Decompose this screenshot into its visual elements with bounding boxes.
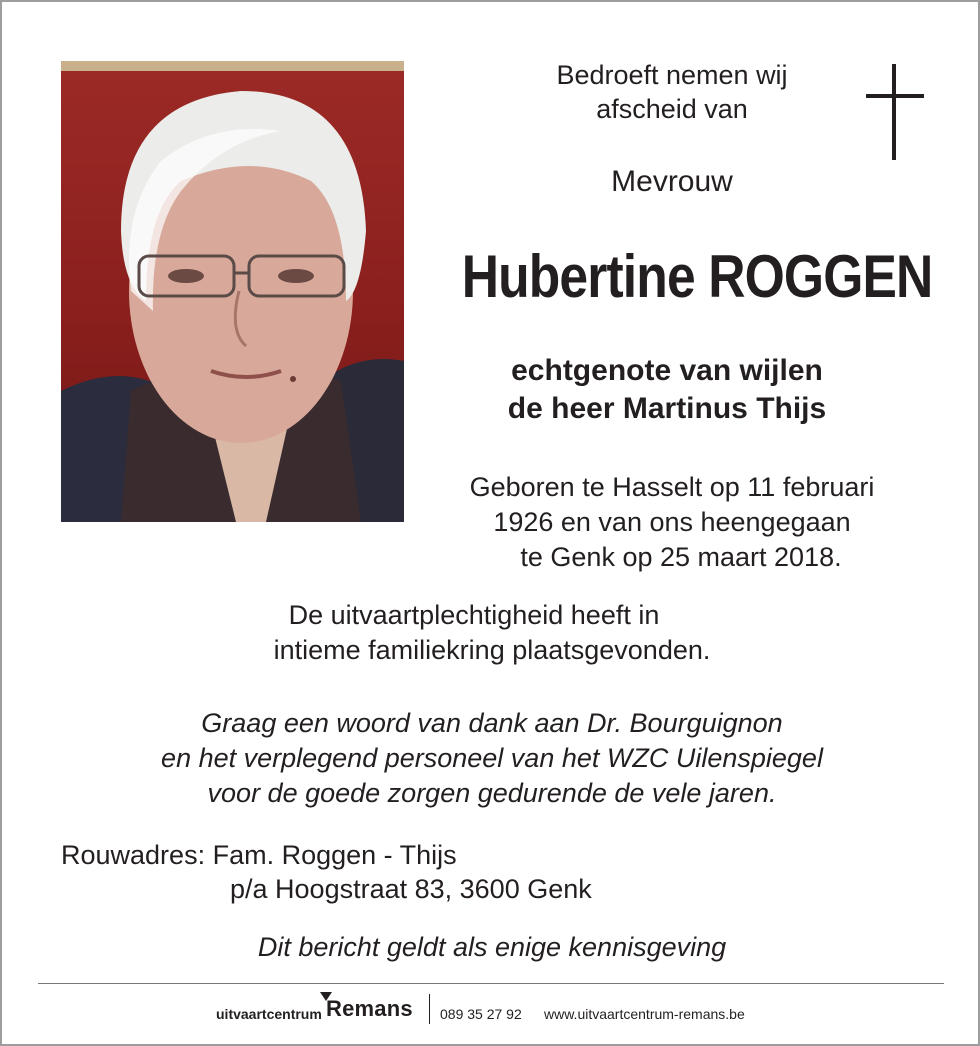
intro-line: afscheid van xyxy=(596,94,748,124)
spouse-line: de heer Martinus Thijs xyxy=(507,392,827,425)
footer-separator xyxy=(429,994,430,1024)
thanks-line: en het verplegend personeel van het WZC Uilenspiegel xyxy=(161,743,823,773)
spouse-line: echtgenote van wijlen xyxy=(511,354,823,387)
intro-line: Bedroeft nemen wij xyxy=(556,60,788,90)
honorific: Mevrouw xyxy=(611,165,733,198)
dates-line: 1926 en van ons heengegaan xyxy=(493,507,851,537)
thanks-line: Graag een woord van dank aan Dr. Bourguignon xyxy=(201,708,783,738)
dates-line: te Genk op 25 maart 2018. xyxy=(520,542,842,572)
deceased-name: Hubertine ROGGEN xyxy=(461,243,933,310)
thanks-text xyxy=(62,706,922,811)
footer xyxy=(216,992,836,1028)
thanks-line: voor de goede zorgen gedurende de vele jaren. xyxy=(207,778,777,808)
spouse-text xyxy=(442,352,892,428)
mourning-address-line2: p/a Hoogstraat 83, 3600 Genk xyxy=(230,874,592,904)
dates-line: Geboren te Hasselt op 11 februari xyxy=(469,472,875,502)
intro-text xyxy=(522,58,822,126)
notice-text: Dit bericht geldt als enige kennisgeving xyxy=(257,932,727,962)
mourning-address-line1: Rouwadres: Fam. Roggen - Thijs xyxy=(61,840,457,870)
footer-divider xyxy=(38,983,944,984)
birth-death-text xyxy=(422,470,922,575)
cross-icon xyxy=(866,64,924,160)
funeral-line: De uitvaartplechtigheid heeft in xyxy=(288,600,660,630)
funeral-text xyxy=(182,598,802,668)
funeral-line: intieme familiekring plaatsgevonden. xyxy=(273,635,711,665)
phone-number: 089 35 27 92 xyxy=(440,1006,522,1022)
portrait-photo xyxy=(61,61,404,522)
brand-prefix: uitvaartcentrum xyxy=(216,1006,322,1022)
brand-name: Remans xyxy=(326,996,413,1021)
website-link[interactable]: www.uitvaartcentrum-remans.be xyxy=(544,1006,745,1022)
